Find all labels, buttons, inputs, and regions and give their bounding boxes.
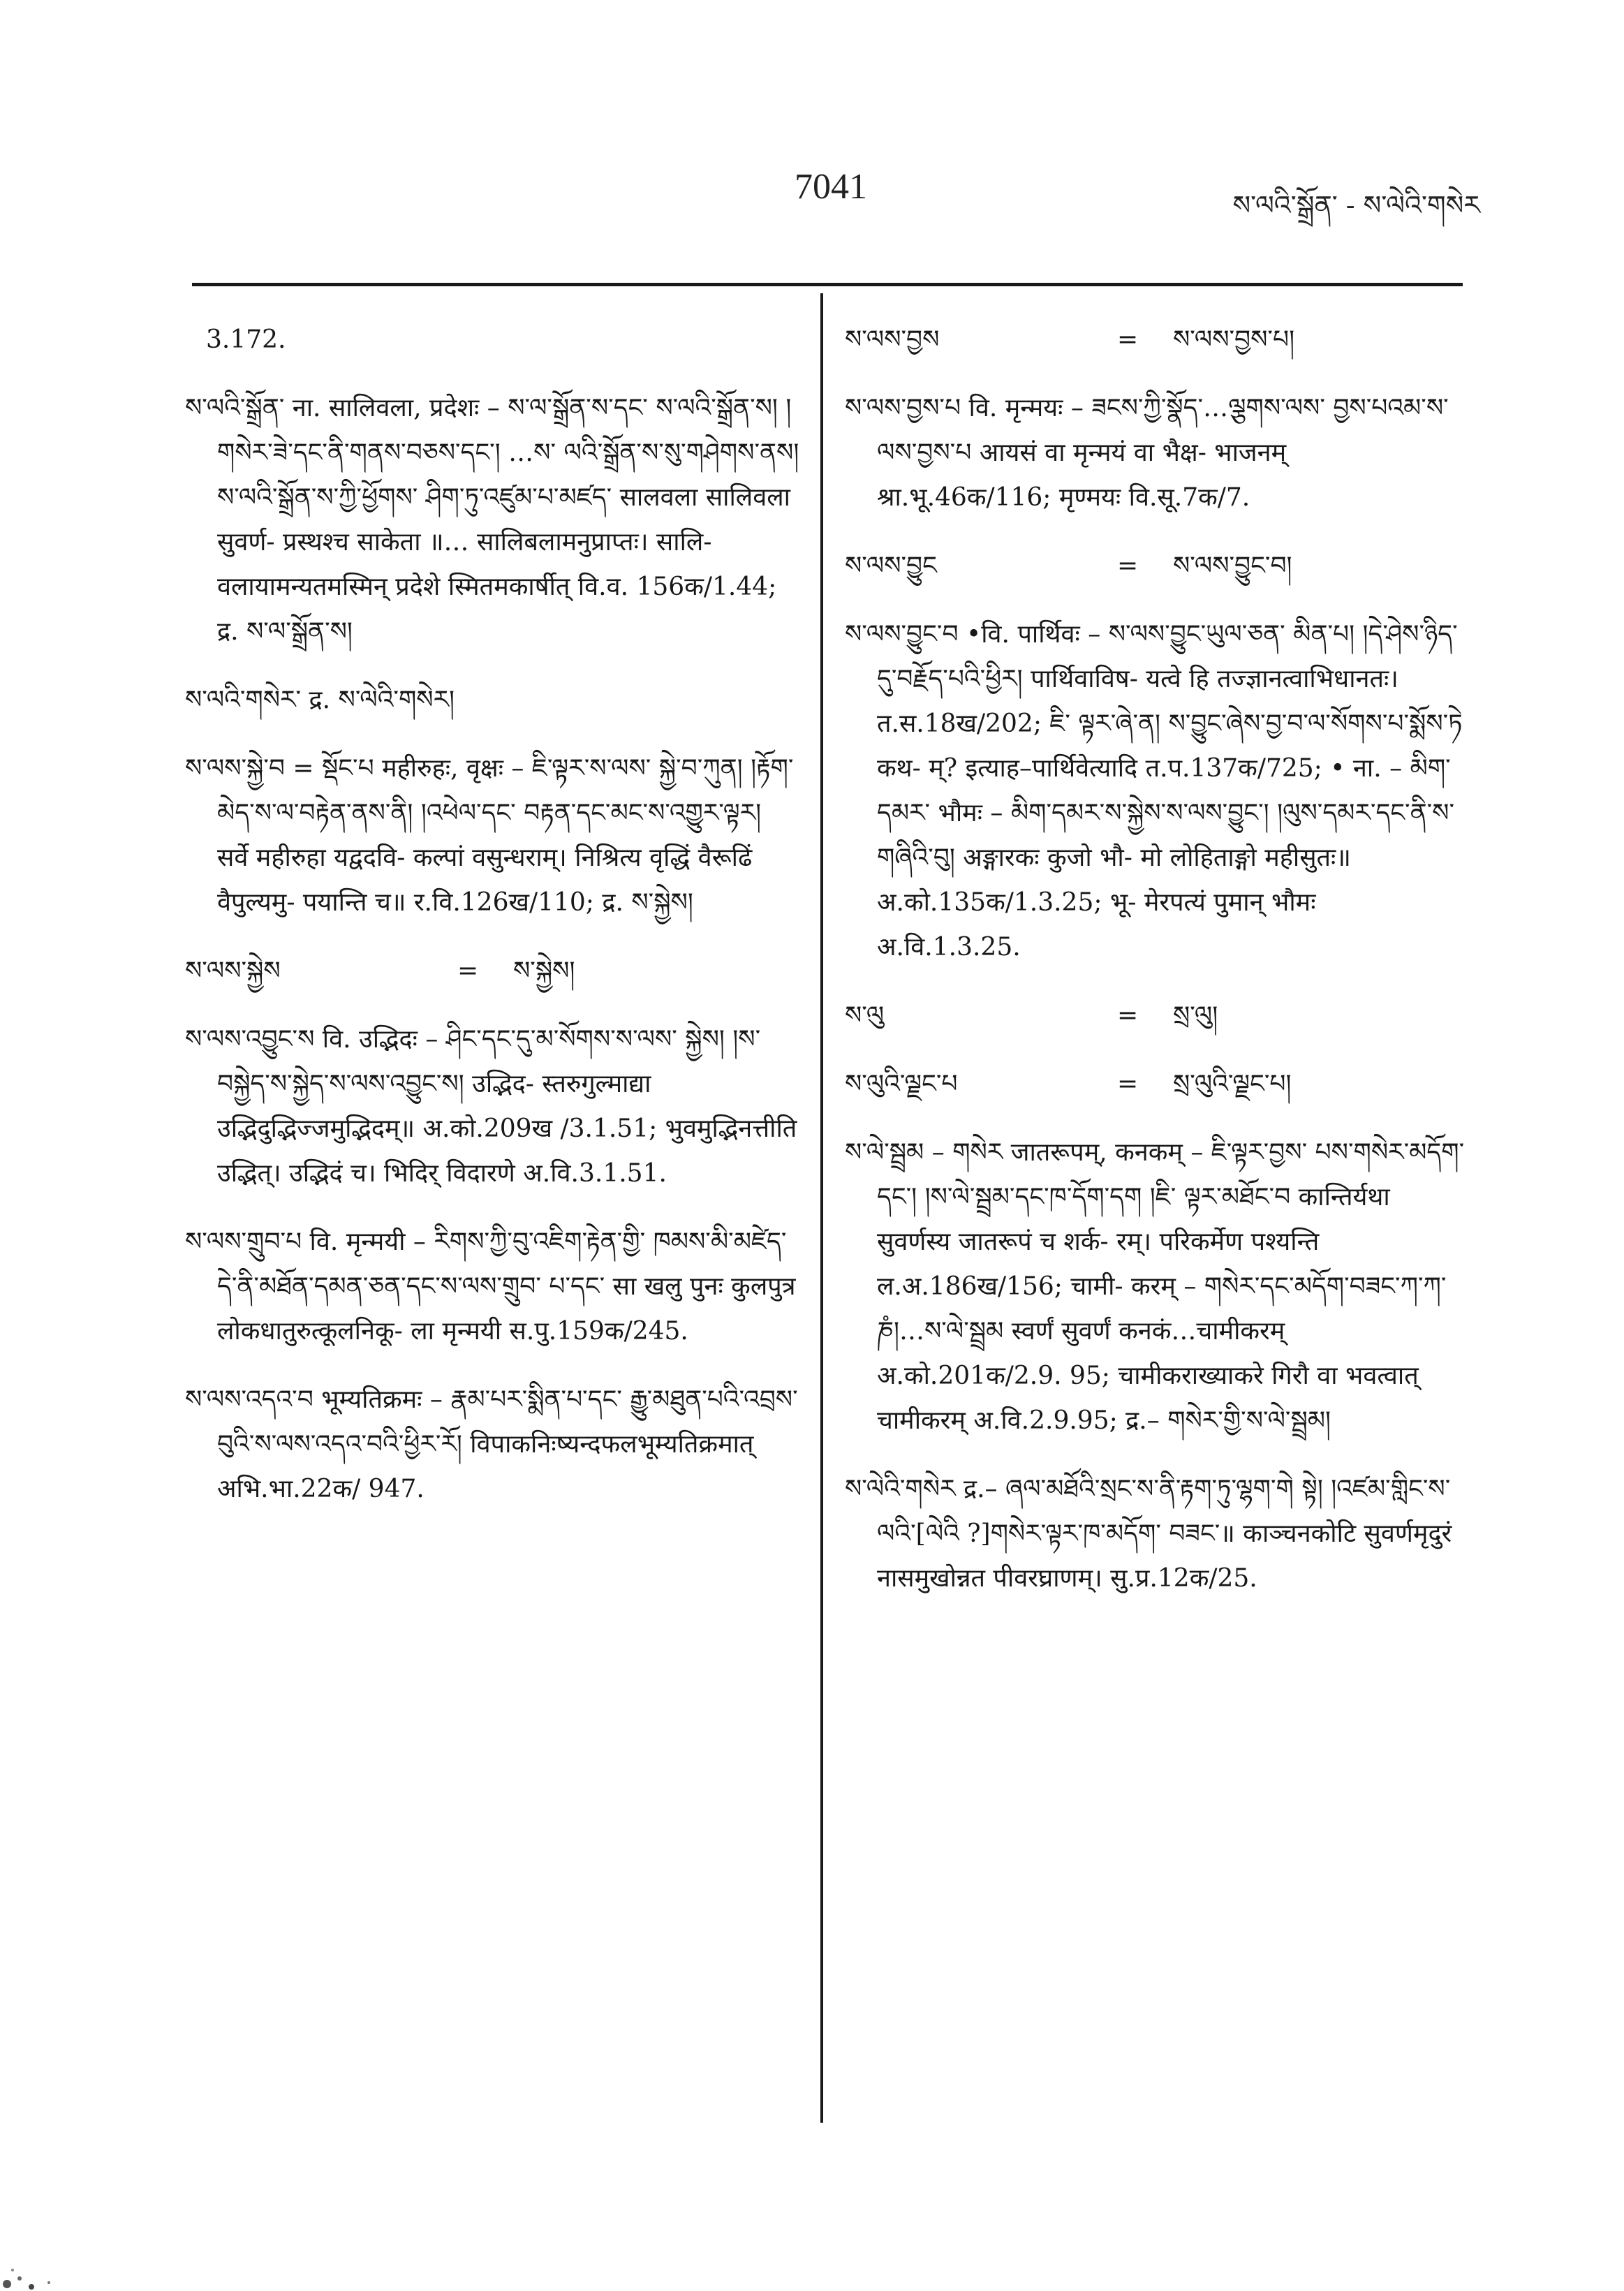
equals-sign: = — [457, 957, 479, 985]
equals-sign: = — [1117, 1070, 1139, 1098]
dictionary-entry: ས་ལའི་གསེར་ द्र. ས་ལེའི་གསེར། — [185, 686, 455, 714]
cross-reference-target: ས་ལས་བྱས་པ། — [1173, 325, 1295, 354]
dictionary-entry: ས་ལས་སྐྱེ་བ = སྡོང་པ महीरुहः, वृक्षः – ཇི་ལྟར་ས་ལས་ སྐྱེ་བ་ཀུན། །རྟོག་མེད་ས་ལ་བརྟེན་ནས་ནི། །འཕེལ་དང་ བརྟན་དང་མང་ས་འགྱུར་ལྟར། सर्वे महीरुहा यद्वदवि- कल्पां वसुन्धराम्। निश्रित्य वृद्धिं वैरूढिं वैपुल्यमु- पयान्ति च॥ र.वि.126ख/110; द्र. ས་སྐྱེས། — [185, 754, 794, 917]
cross-reference-entry — [845, 544, 1466, 589]
cross-reference-target: སྲ་ལུའི་ལྗང་པ། — [1173, 1070, 1292, 1098]
dictionary-entry: ས་ལེ་སྦྲམ – གསེར जातरूपम्, कनकम् – ཇི་ལྟར་བྱས་ པས་གསེར་མདོག་དང་། །ས་ལེ་སྦྲམ་དང་ཁ་དོག་དག །ཇི་ ལྟར་མཐོང་བ कान्तिर्यथा सुवर्णस्य जातरूपं च शर्क- रम्। परिकर्मेण पश्यन्ति ल.अ.186ख/156; चामी- करम् – གསེར་དང་མདོག་བཟང་ཀ་ཀ་ཎཾ།…ས་ལེ་སྦྲམ स्वर्णं सुवर्णं कनकं…चामीकरम् अ.को.201क/2.9. 95; चामीकराख्याकरे गिरौ वा भवत्वात् चामीकरम् अ.वि.2.9.95; द्र.– གསེར་གྱི་ས་ལེ་སྦྲམ། — [845, 1138, 1465, 1435]
scan-noise-specks — [0, 2151, 98, 2291]
equals-sign: = — [1117, 325, 1139, 354]
headword: ས་ལུ — [845, 1001, 885, 1030]
continuation-text: 3.172. — [206, 325, 286, 354]
cross-reference-target: སྲ་ལུ། — [1173, 1001, 1218, 1030]
headword: ས་ལས་བྱས — [845, 325, 940, 354]
dictionary-entry: ས་ལས་འདའ་བ भूम्यतिक्रमः – རྣམ་པར་སྨིན་པ་དང་ རྒྱུ་མཐུན་པའི་འབྲས་བུའི་ས་ལས་འདའ་བའི་ཕྱིར་རོ། विपाकनिःष्यन्दफलभूम्यतिक्रमात् अभि.भा.22क/ 947. — [185, 1385, 798, 1503]
dictionary-entry: ས་ལས་བྱུང་བ •वि. पार्थिवः – ས་ལས་བྱུང་ཡུལ་ཅན་ མིན་པ། །དེ་ཤེས་ཉིད་དུ་བརྗོད་པའི་ཕྱིར། पार्थिवाविष- यत्वे हि तज्ज्ञानत्वाभिधानतः। त.स.18ख/202; ཇི་ ལྟར་ཞེ་ན། ས་བྱུང་ཞེས་བྱ་བ་ལ་སོགས་པ་སྨོས་ཏེ कथ- म्? इत्याह–पार्थिवेत्यादि त.प.137क/725; • ना. – མིག་དམར་ भौमः – མིག་དམར་ས་སྐྱེས་ས་ལས་བྱུང་། །ལུས་དམར་དང་ནི་ས་གཞིའི་བུ། अङ्गारकः कुजो भौ- मो लोहिताङ्गो महीसुतः॥ अ.को.135क/1.3.25; भू- मेरपत्यं पुमान् भौमः अ.वि.1.3.25. — [845, 620, 1463, 962]
dictionary-entry: ས་ལས་བྱས་པ वि. मृन्मयः – ཟངས་ཀྱི་སྣོད་…ལྕགས་ལས་ བྱས་པའམ་ས་ལས་བྱས་པ आयसं वा मृन्मयं वा भैक्ष- भाजनम् श्रा.भू.46क/116; मृण्मयः वि.सू.7क/7. — [845, 394, 1449, 512]
column-divider — [820, 293, 823, 2123]
page-number: 7041 — [795, 167, 867, 207]
equals-sign: = — [1117, 552, 1139, 580]
cross-reference-entry — [845, 994, 1466, 1038]
cross-reference-target: ས་སྐྱེས། — [513, 957, 575, 985]
equals-sign: = — [1117, 1001, 1139, 1030]
left-column — [185, 318, 799, 1535]
cross-reference-entry — [185, 949, 799, 994]
headword: ས་ལས་བྱུང — [845, 552, 937, 580]
header-rule — [192, 283, 1463, 286]
dictionary-entry: ས་ལའི་སྒྲོན་ ना. सालिवला, प्रदेशः – ས་ལ་སྒྲོན་ས་དང་ ས་ལའི་སྒྲོན་ས། །གསེར་ཟེ་དང་ནི་གནས་བཅས་དང་། …ས་ ལའི་སྒྲོན་ས་སུ་གཤེགས་ནས། ས་ལའི་སྒྲོན་ས་ཀྱི་ཕྱོགས་ ཤིག་ཏུ་འཛུམ་པ་མཛད་ सालवला सालिवला सुवर्ण- प्रस्थश्च साकेता ॥… सालिबलामनुप्राप्तः। सालि- वलायामन्यतमस्मिन् प्रदेशे स्मितमकार्षीत् वि.व. 156क/1.44; द्र. ས་ལ་སྒྲོན་ས། — [185, 394, 799, 646]
headword: ས་ལུའི་ལྗང་པ — [845, 1070, 958, 1098]
cross-reference-entry — [845, 1062, 1466, 1107]
cross-reference-target: ས་ལས་བྱུང་བ། — [1173, 552, 1292, 580]
cross-reference-entry — [845, 318, 1466, 362]
dictionary-entry: ས་ལེའི་གསེར द्र.– ཞལ་མཐོའི་སྲང་ས་ནི་རྟག་ཏུ་ལྷག་གེ སྟེ། །འཛམ་གླིང་ས་ལའི་[ལེའི ?]གསེར་ལྟར་ཁ་མདོག་ བཟང་॥ काञ्चनकोटि सुवर्णमृदुरं नासमुखोन्नत पीवरघ्राणम्। सु.प्र.12क/25. — [845, 1475, 1452, 1593]
dictionary-entry: ས་ལས་འབྱུང་ས वि. उद्भिदः – ཤིང་དང་དུ་མ་སོགས་ས་ལས་ སྐྱེས། །ས་བསྐྱེད་ས་སྐྱེད་ས་ལས་འབྱུང་ས། उद्भिद- स्तरुगुल्माद्या उद्भिदुद्भिज्जमुद्भिदम्॥ अ.को.209ख /3.1.51; भुवमुद्भिनत्तीति उद्भित्। उद्भिदं च। भिदिर् विदारणे अ.वि.3.1.51. — [185, 1025, 797, 1188]
right-column — [845, 318, 1466, 1625]
dictionary-entry: ས་ལས་གྲུབ་པ वि. मृन्मयी – རིགས་ཀྱི་བུ་འཇིག་རྟེན་གྱི་ ཁམས་མི་མཛེད་དེ་ནི་མཐོན་དམན་ཅན་དང་ས་ལས་གྲུབ་ པ་དང་ सा खलु पुनः कुलपुत्र लोकधातुरुत्कूलनिकू- ला मृन्मयी स.पु.159क/245. — [185, 1228, 796, 1346]
running-head: ས་ལའི་སྒྲོན་ - ས་ལེའི་གསེར — [1232, 190, 1480, 221]
headword: ས་ལས་སྐྱེས — [185, 957, 281, 985]
